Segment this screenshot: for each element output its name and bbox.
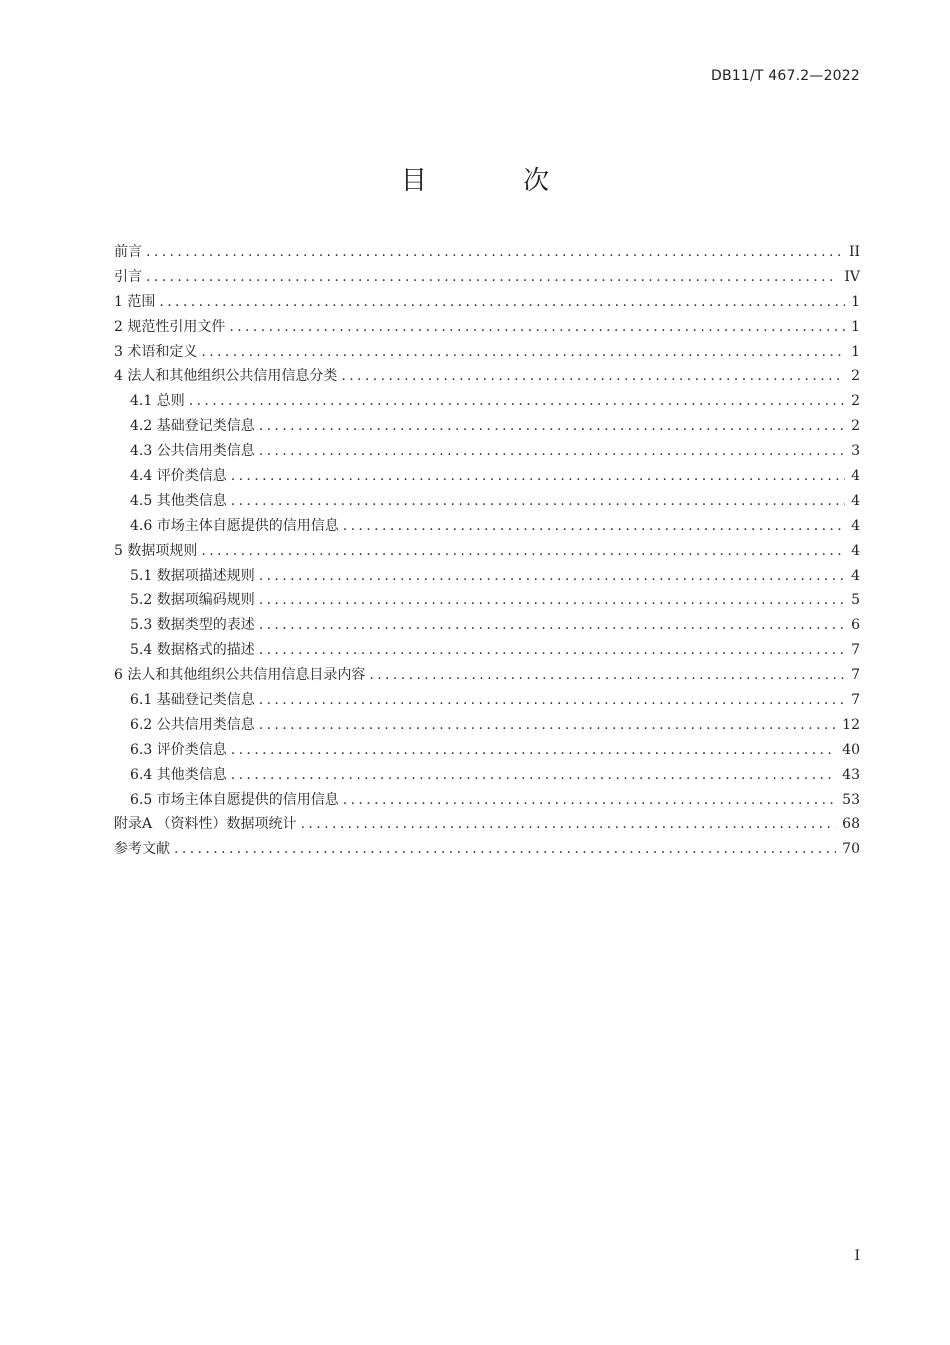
toc-entry-page: 70 — [842, 841, 860, 858]
toc-entry-page: 5 — [851, 592, 860, 609]
toc-entry-page: 1 — [851, 293, 860, 310]
toc-entry-label: 4.1 总则 — [130, 393, 185, 410]
toc-leader-dots — [189, 389, 845, 414]
toc-entry-page: 12 — [842, 716, 860, 733]
toc-leader-dots — [231, 464, 845, 489]
toc-entry-page: 40 — [842, 741, 860, 758]
toc-entry-page: 68 — [842, 816, 860, 833]
toc-leader-dots — [201, 340, 845, 365]
toc-entry-page: 2 — [851, 393, 860, 410]
toc-leader-dots — [231, 763, 836, 788]
toc-entry-page: 6 — [851, 617, 860, 634]
toc-entry[interactable] — [114, 613, 860, 638]
toc-leader-dots — [146, 240, 843, 265]
toc-entry[interactable] — [114, 389, 860, 414]
toc-entry-label: 4.6 市场主体自愿提供的信用信息 — [130, 517, 339, 534]
toc-entry-label: 1 范围 — [114, 293, 156, 310]
toc-leader-dots — [201, 539, 845, 564]
toc-leader-dots — [231, 738, 836, 763]
toc-leader-dots — [301, 812, 837, 837]
toc-entry-label: 5 数据项规则 — [114, 542, 198, 559]
toc-entry-label: 6 法人和其他组织公共信用信息目录内容 — [114, 667, 366, 684]
toc-entry-page: II — [848, 244, 860, 260]
toc-leader-dots — [341, 364, 845, 389]
toc-entry[interactable] — [114, 364, 860, 389]
toc-entry[interactable] — [114, 315, 860, 340]
toc-entry[interactable] — [114, 713, 860, 738]
toc-entry-label: 4.2 基础登记类信息 — [130, 418, 255, 435]
toc-entry[interactable] — [114, 763, 860, 788]
toc-entry[interactable] — [114, 788, 860, 813]
toc-entry[interactable] — [114, 638, 860, 663]
toc-entry[interactable] — [114, 837, 860, 862]
toc-leader-dots — [259, 588, 845, 613]
toc-leader-dots — [146, 265, 838, 290]
toc-entry[interactable] — [114, 514, 860, 539]
toc-entry[interactable] — [114, 290, 860, 315]
toc-leader-dots — [259, 638, 845, 663]
page-title: 目 次 — [400, 166, 594, 196]
toc-leader-dots — [231, 489, 845, 514]
toc-entry-label: 参考文献 — [114, 841, 170, 858]
toc-entry[interactable] — [114, 564, 860, 589]
toc-entry-page: 43 — [842, 766, 860, 783]
toc-entry-label: 3 术语和定义 — [114, 343, 198, 360]
toc-leader-dots — [343, 514, 845, 539]
toc-entry-label: 4.4 评价类信息 — [130, 468, 227, 485]
toc-leader-dots — [343, 788, 836, 813]
toc-entry-page: 3 — [851, 443, 860, 460]
toc-entry[interactable] — [114, 688, 860, 713]
toc-entry-label: 6.4 其他类信息 — [130, 766, 227, 783]
toc-entry-label: 前言 — [114, 244, 142, 260]
toc-entry-page: 4 — [851, 468, 860, 485]
toc-leader-dots — [174, 837, 836, 862]
toc-entry[interactable] — [114, 414, 860, 439]
toc-leader-dots — [229, 315, 845, 340]
toc-leader-dots — [369, 663, 845, 688]
toc-leader-dots — [259, 613, 845, 638]
toc-entry-page: 7 — [851, 692, 860, 709]
toc-entry-page: 2 — [851, 368, 860, 385]
toc-entry-label: 6.5 市场主体自愿提供的信用信息 — [130, 791, 339, 808]
toc-entry-page: 4 — [851, 492, 860, 509]
toc-leader-dots — [159, 290, 845, 315]
toc-leader-dots — [259, 688, 845, 713]
toc-entry-page: 4 — [851, 517, 860, 534]
toc-entry-label: 附录A （资料性）数据项统计 — [114, 816, 297, 833]
toc-entry-label: 4 法人和其他组织公共信用信息分类 — [114, 368, 338, 385]
toc-entry[interactable] — [114, 240, 860, 265]
toc-entry-page: 4 — [851, 567, 860, 584]
toc-entry[interactable] — [114, 539, 860, 564]
toc-entry-page: 7 — [851, 667, 860, 684]
toc-entry-label: 5.3 数据类型的表述 — [130, 617, 255, 634]
toc-entry[interactable] — [114, 812, 860, 837]
toc-entry-label: 2 规范性引用文件 — [114, 318, 226, 335]
toc-entry[interactable] — [114, 265, 860, 290]
toc-leader-dots — [259, 713, 836, 738]
toc-entry-page: 2 — [851, 418, 860, 435]
toc-leader-dots — [259, 564, 845, 589]
toc-entry-label: 6.3 评价类信息 — [130, 741, 227, 758]
toc-entry-label: 5.2 数据项编码规则 — [130, 592, 255, 609]
table-of-contents — [114, 240, 860, 862]
toc-entry[interactable] — [114, 588, 860, 613]
document-code: DB11/T 467.2—2022 — [710, 68, 860, 84]
toc-entry-label: 4.3 公共信用类信息 — [130, 443, 255, 460]
toc-entry[interactable] — [114, 464, 860, 489]
toc-leader-dots — [259, 439, 845, 464]
page-number: I — [854, 1248, 860, 1264]
toc-entry[interactable] — [114, 738, 860, 763]
toc-entry-page: 1 — [851, 343, 860, 360]
toc-entry[interactable] — [114, 489, 860, 514]
toc-entry-label: 6.1 基础登记类信息 — [130, 692, 255, 709]
toc-entry-label: 5.4 数据格式的描述 — [130, 642, 255, 659]
toc-entry[interactable] — [114, 663, 860, 688]
toc-entry-page: 53 — [842, 791, 860, 808]
toc-entry-label: 4.5 其他类信息 — [130, 492, 227, 509]
toc-entry[interactable] — [114, 340, 860, 365]
toc-entry-page: 1 — [851, 318, 860, 335]
toc-entry-page: 7 — [851, 642, 860, 659]
toc-entry-page: IV — [844, 268, 860, 285]
toc-entry-page: 4 — [851, 542, 860, 559]
toc-entry-label: 5.1 数据项描述规则 — [130, 567, 255, 584]
toc-entry-label: 6.2 公共信用类信息 — [130, 716, 255, 733]
toc-leader-dots — [259, 414, 845, 439]
toc-entry-label: 引言 — [114, 268, 142, 285]
toc-entry[interactable] — [114, 439, 860, 464]
